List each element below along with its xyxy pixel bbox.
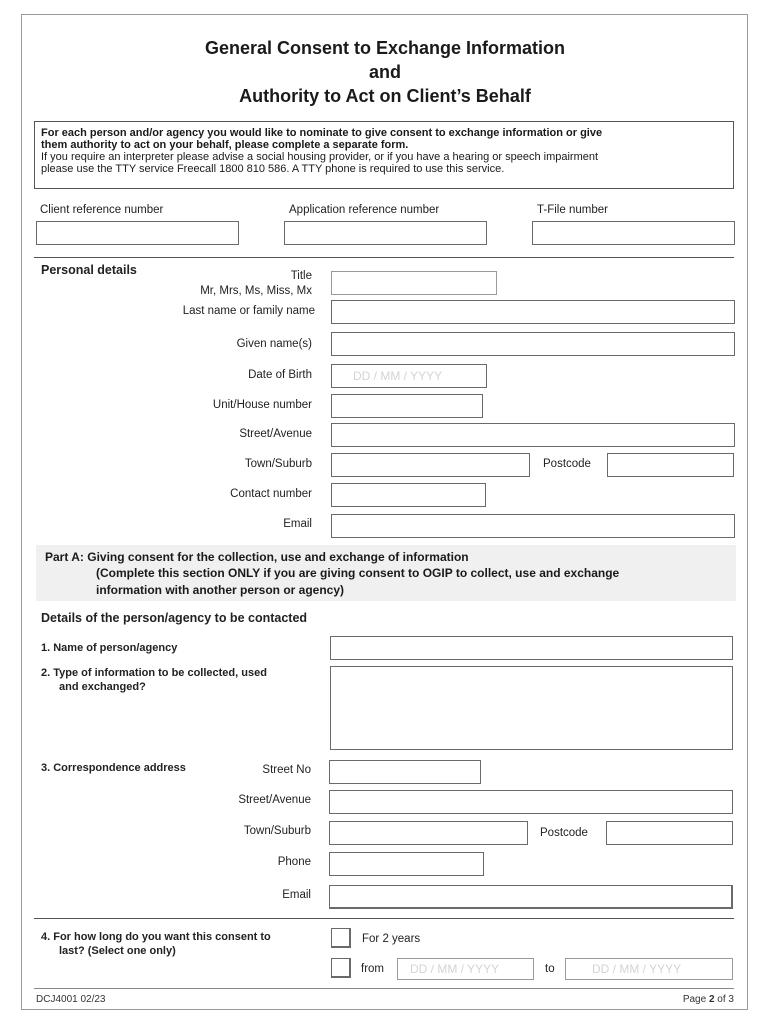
divider: [34, 918, 734, 919]
q3-label: 3. Correspondence address: [41, 762, 186, 774]
correspondence-email-input[interactable]: [329, 885, 733, 909]
correspondence-phone-input[interactable]: [329, 852, 484, 876]
q2-label-line1: 2. Type of information to be collected, used: [41, 667, 267, 679]
date-range-checkbox[interactable]: [331, 958, 351, 978]
phone-label: Phone: [277, 856, 311, 868]
given-names-input[interactable]: [331, 332, 735, 356]
application-reference-label: Application reference number: [289, 204, 440, 216]
street-no-label: Street No: [262, 764, 311, 776]
unit-number-input[interactable]: [331, 394, 483, 418]
contact-number-input[interactable]: [331, 483, 486, 507]
form-title-line2: and: [368, 62, 401, 82]
two-years-checkbox[interactable]: [331, 928, 351, 948]
title-hint: Mr, Mrs, Ms, Miss, Mx: [200, 285, 312, 297]
form-code: DCJ4001 02/23: [36, 994, 106, 1005]
correspondence-town-input[interactable]: [329, 821, 528, 845]
two-years-option-label: For 2 years: [362, 933, 421, 945]
to-label: to: [545, 963, 555, 975]
page-prefix: Page: [682, 994, 709, 1005]
instructions-bold-line1: For each person and/or agency you would like to nominate to give consent to exchange information or give: [41, 127, 603, 139]
last-name-label: Last name or family name: [182, 305, 315, 317]
town-suburb-label: Town/Suburb: [244, 458, 312, 470]
email-input[interactable]: [331, 514, 735, 538]
instructions-bold-line2: them authority to act on your behalf, please complete a separate form.: [41, 139, 409, 151]
from-date-placeholder: DD / MM / YYYY: [410, 962, 500, 976]
page-number: [683, 994, 734, 1005]
correspondence-email-label: Email: [282, 889, 311, 901]
footer-divider: [34, 988, 734, 989]
title-label: Title: [290, 270, 312, 282]
page-suffix: of 3: [714, 994, 734, 1005]
instructions-box: [34, 121, 734, 189]
tfile-number-input[interactable]: [532, 221, 735, 245]
instructions-line3: If you require an interpreter please advise a social housing provider, or if you have a hearing or speech impairment: [41, 151, 599, 163]
street-avenue-input[interactable]: [331, 423, 735, 447]
q4-label-line1: 4. For how long do you want this consent to: [41, 931, 271, 943]
tfile-number-label: T-File number: [537, 204, 608, 216]
person-agency-name-input[interactable]: [330, 636, 733, 660]
instructions-line4: please use the TTY service Freecall 1800 810 586. A TTY phone is required to use this service.: [41, 163, 505, 175]
dob-label: Date of Birth: [248, 369, 312, 381]
correspondence-street-input[interactable]: [329, 790, 733, 814]
dob-placeholder: DD / MM / YYYY: [353, 369, 443, 383]
title-input[interactable]: [331, 271, 497, 295]
correspondence-street-label: Street/Avenue: [238, 794, 311, 806]
postcode-input[interactable]: [607, 453, 734, 477]
q4-label-line2: last? (Select one only): [59, 945, 176, 957]
last-name-input[interactable]: [331, 300, 735, 324]
correspondence-postcode-input[interactable]: [606, 821, 733, 845]
information-type-textarea[interactable]: [330, 666, 733, 750]
part-a-instruction-line2: information with another person or agency): [96, 583, 345, 597]
form-title-line1: General Consent to Exchange Information: [204, 38, 566, 58]
part-a-title: Part A: Giving consent for the collection, use and exchange of information: [45, 550, 469, 564]
contact-number-label: Contact number: [230, 488, 312, 500]
personal-details-heading: Personal details: [41, 263, 137, 277]
correspondence-street-no-input[interactable]: [329, 760, 481, 784]
town-suburb-input[interactable]: [331, 453, 530, 477]
client-reference-input[interactable]: [36, 221, 239, 245]
application-reference-input[interactable]: [284, 221, 487, 245]
contact-details-heading: Details of the person/agency to be contacted: [41, 611, 308, 625]
email-label: Email: [283, 518, 312, 530]
divider: [34, 257, 734, 258]
page-current: 2: [708, 994, 715, 1005]
q2-label-line2: and exchanged?: [59, 681, 146, 693]
postcode-label: Postcode: [543, 458, 591, 470]
given-names-label: Given name(s): [236, 338, 312, 350]
form-title-line3: Authority to Act on Client’s Behalf: [239, 86, 531, 106]
from-label: from: [361, 963, 384, 975]
correspondence-postcode-label: Postcode: [540, 827, 588, 839]
unit-number-label: Unit/House number: [212, 399, 312, 411]
to-date-placeholder: DD / MM / YYYY: [592, 962, 682, 976]
q1-label: 1. Name of person/agency: [41, 642, 178, 654]
correspondence-town-label: Town/Suburb: [243, 825, 311, 837]
part-a-instruction-line1: (Complete this section ONLY if you are giving consent to OGIP to collect, use and exchange: [96, 566, 620, 580]
street-avenue-label: Street/Avenue: [239, 428, 312, 440]
client-reference-label: Client reference number: [40, 204, 164, 216]
